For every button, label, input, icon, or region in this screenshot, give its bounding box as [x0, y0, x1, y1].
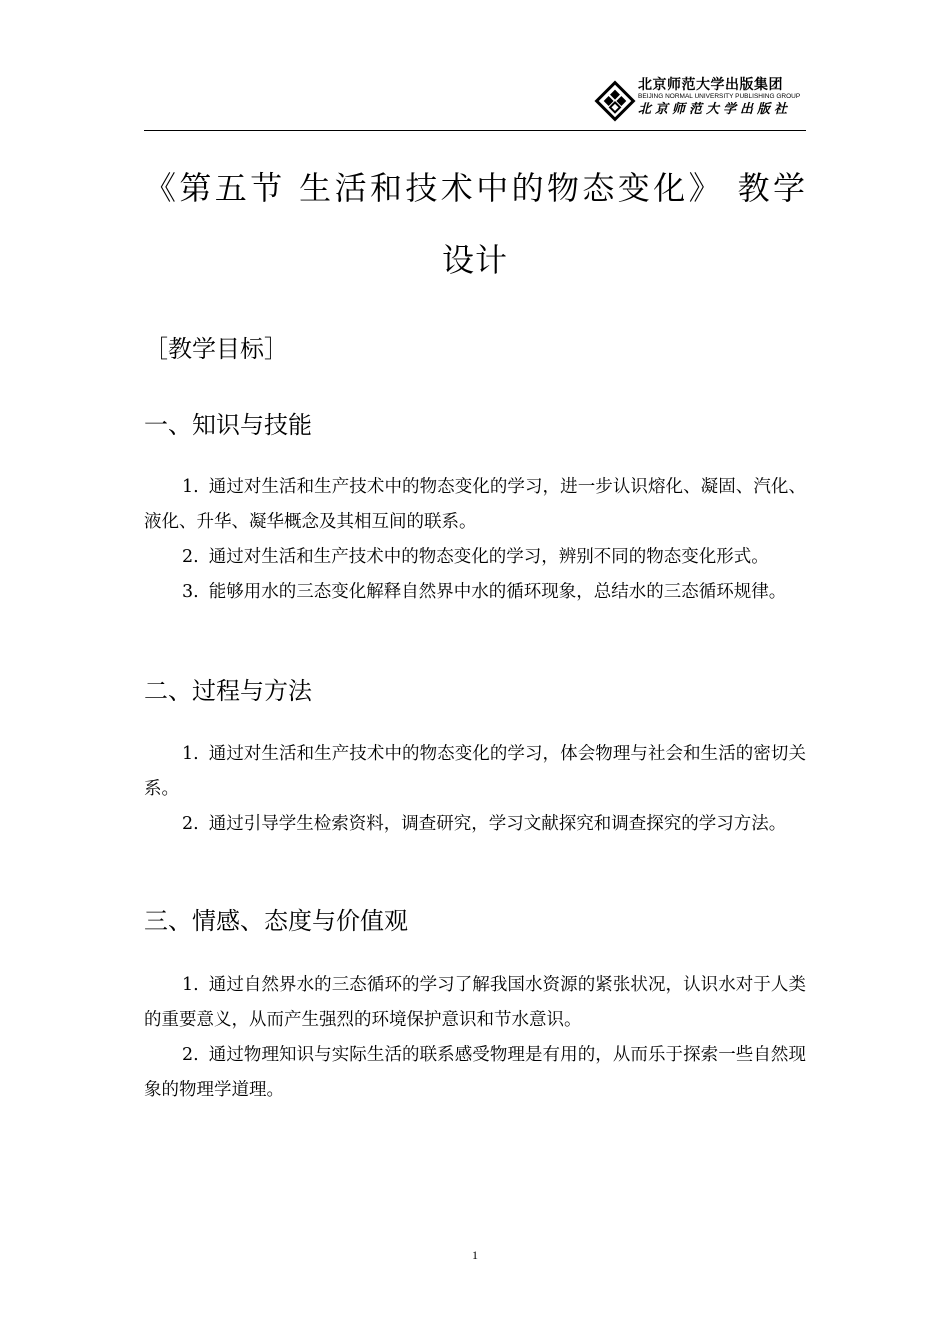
list-item: [144, 1038, 806, 1108]
list-item-number: 3.: [182, 582, 199, 602]
title-line-2: 设计: [441, 241, 508, 279]
list-item-number: 2.: [182, 814, 199, 834]
section-heading-process-methods: 二、过程与方法: [144, 677, 312, 705]
section-items-attitudes-values: [144, 968, 806, 1108]
list-item-text: 通过引导学生检索资料，调查研究，学习文献探究和调查探究的学习方法。: [208, 814, 787, 834]
publisher-press-name: 北京师范大学出版社: [638, 102, 792, 117]
list-item: [144, 968, 806, 1038]
bnu-publishing-logo-icon: [594, 80, 636, 122]
list-item: [144, 470, 806, 540]
list-item-text: 通过对生活和生产技术中的物态变化的学习，进一步认识熔化、凝固、汽化、液化、升华、凝华概念及其相互间的联系。: [144, 477, 806, 532]
list-item-text: 通过物理知识与实际生活的联系感受物理是有用的，从而乐于探索一些自然现象的物理学道理。: [144, 1045, 806, 1100]
publisher-logo: [594, 76, 806, 126]
list-item-text: 通过对生活和生产技术中的物态变化的学习，体会物理与社会和生活的密切关系。: [144, 744, 806, 799]
page-header: [144, 70, 806, 132]
publisher-logo-text: [638, 76, 806, 118]
list-item-text: 通过对生活和生产技术中的物态变化的学习，辨别不同的物态变化形式。: [208, 547, 769, 567]
title-line-1: 《第五节 生活和技术中的物态变化》 教学: [144, 169, 806, 207]
list-item-number: 2.: [182, 547, 199, 567]
section-items-process-methods: [144, 737, 806, 842]
list-item: [144, 807, 806, 842]
list-item-number: 1.: [182, 477, 199, 497]
page-number: 1: [472, 1248, 478, 1262]
list-item-number: 2.: [182, 1045, 199, 1065]
list-item: [144, 575, 806, 610]
objectives-heading: ［教学目标］: [144, 335, 288, 363]
section-items-knowledge-skills: [144, 470, 806, 610]
list-item: [144, 540, 806, 575]
section-heading-attitudes-values: 三、情感、态度与价值观: [144, 907, 408, 935]
publisher-group-name: 北京师范大学出版集团: [638, 76, 783, 92]
list-item-text: 通过自然界水的三态循环的学习了解我国水资源的紧张状况，认识水对于人类的重要意义，从而产生强烈的环境保护意识和节水意识。: [144, 975, 806, 1030]
header-rule: [144, 130, 806, 131]
publisher-group-name-en: BEIJING NORMAL UNIVERSITY PUBLISHING GROUP: [638, 93, 801, 100]
list-item: [144, 737, 806, 807]
list-item-number: 1.: [182, 744, 199, 764]
section-heading-knowledge-skills: 一、知识与技能: [144, 411, 312, 439]
list-item-text: 能够用水的三态变化解释自然界中水的循环现象，总结水的三态循环规律。: [208, 582, 787, 602]
document-title: [144, 152, 806, 296]
list-item-number: 1.: [182, 975, 199, 995]
